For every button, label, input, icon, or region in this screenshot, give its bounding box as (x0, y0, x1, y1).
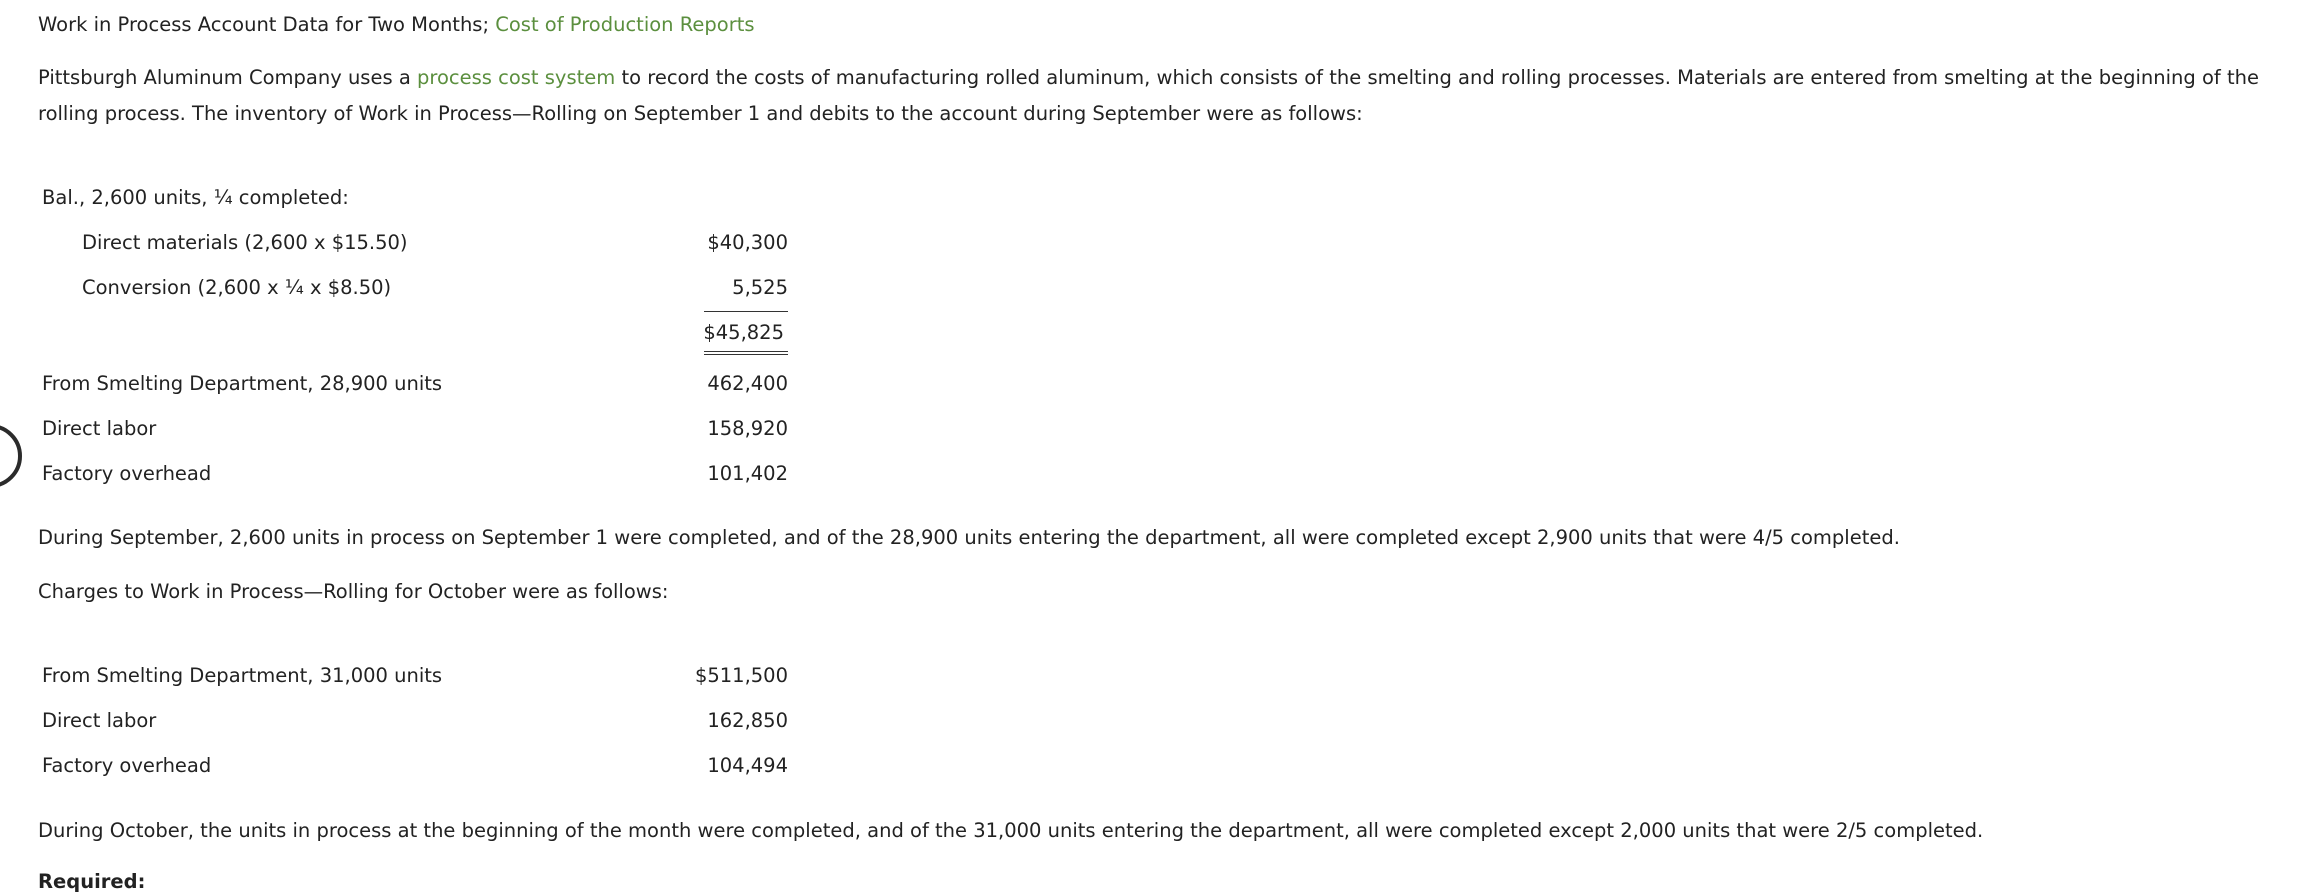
process-cost-system-link[interactable]: process cost system (416, 66, 616, 89)
oct-smelting-value: $511,500 (694, 664, 788, 687)
direct-materials-row (42, 229, 792, 257)
conversion-value: 5,525 (732, 276, 788, 299)
october-note: During October, the units in process at the beginning of the month were completed, and of the 31,000 units entering the department, all were completed except 2,000 units that were 2/5 completed. (38, 819, 1984, 842)
direct-materials-value: $40,300 (707, 231, 788, 254)
oct-direct-labor-row (42, 707, 792, 735)
direct-labor-value: 158,920 (707, 417, 788, 440)
problem-heading (38, 12, 755, 38)
intro-text-end: to record the costs of manufacturing rolled aluminum, which consists of the smelting and rolling processes. Materials are entered from smelting at the beginning of the rolling process. The inventory of Work in Process—Rolling on September 1 and debits to the account during September were as follows: (38, 66, 2259, 125)
factory-overhead-value: 101,402 (707, 462, 788, 485)
smelting-label: From Smelting Department, 28,900 units (42, 372, 443, 395)
balance-total-cell (704, 311, 788, 347)
balance-total-value: $45,825 (703, 321, 784, 344)
oct-smelting-label: From Smelting Department, 31,000 units (42, 664, 443, 687)
direct-labor-row (42, 415, 792, 443)
oct-smelting-row (42, 662, 792, 690)
balance-row (42, 184, 792, 212)
factory-overhead-row (42, 460, 792, 488)
balance-label: Bal., 2,600 units, ¼ completed: (42, 186, 349, 209)
october-intro: Charges to Work in Process—Rolling for October were as follows: (38, 580, 669, 603)
conversion-row (42, 274, 792, 302)
oct-direct-labor-label: Direct labor (42, 709, 157, 732)
september-note: During September, 2,600 units in process on September 1 were completed, and of the 28,900 units entering the department, all were completed except 2,900 units that were 4/5 completed. (38, 526, 1900, 549)
conversion-label: Conversion (2,600 x ¼ x $8.50) (82, 276, 392, 299)
smelting-value: 462,400 (707, 372, 788, 395)
required-heading: Required: (38, 870, 146, 893)
direct-labor-label: Direct labor (42, 417, 157, 440)
factory-overhead-label: Factory overhead (42, 462, 212, 485)
oct-factory-overhead-label: Factory overhead (42, 754, 212, 777)
smelting-row (42, 370, 792, 398)
cost-of-production-reports-link[interactable]: Cost of Production Reports (495, 13, 755, 36)
oct-factory-overhead-value: 104,494 (707, 754, 788, 777)
side-tab-circle[interactable] (0, 424, 22, 488)
direct-materials-label: Direct materials (2,600 x $15.50) (82, 231, 408, 254)
oct-factory-overhead-row (42, 752, 792, 780)
heading-title: Work in Process Account Data for Two Months; (38, 13, 496, 36)
intro-paragraph (38, 60, 2288, 132)
oct-direct-labor-value: 162,850 (707, 709, 788, 732)
intro-text-start: Pittsburgh Aluminum Company uses a (38, 66, 417, 89)
